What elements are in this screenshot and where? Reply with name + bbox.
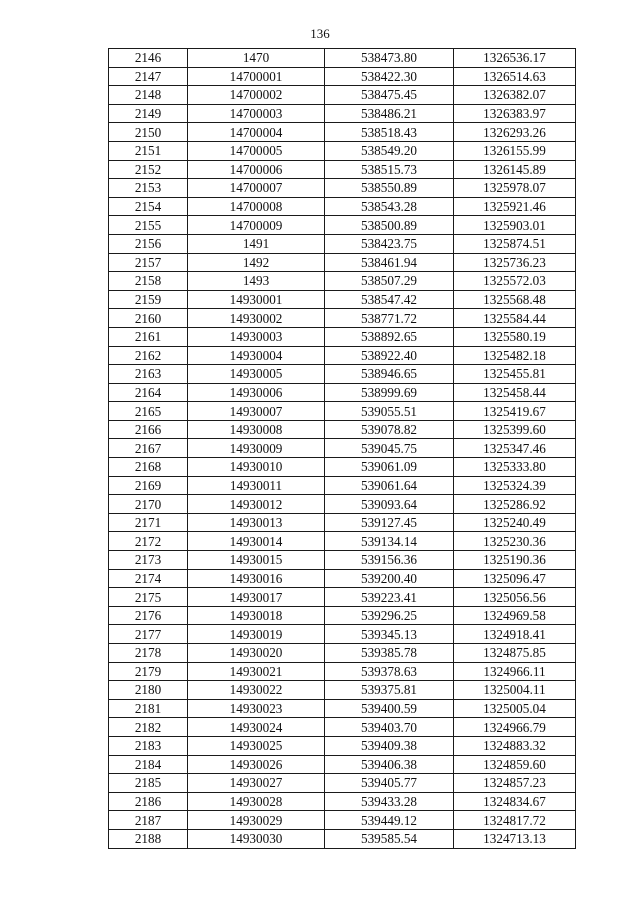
x-coordinate-cell: 539061.09 (325, 458, 454, 477)
table-row (109, 141, 576, 160)
point-id-cell: 14930009 (188, 439, 325, 458)
point-id-cell: 14930007 (188, 402, 325, 421)
row-number-cell: 2148 (109, 86, 188, 105)
table-row (109, 774, 576, 793)
table-row (109, 829, 576, 848)
table-row (109, 644, 576, 663)
row-number-cell: 2146 (109, 49, 188, 68)
y-coordinate-cell: 1325333.80 (454, 458, 576, 477)
x-coordinate-cell: 539061.64 (325, 476, 454, 495)
point-id-cell: 14700009 (188, 216, 325, 235)
x-coordinate-cell: 539093.64 (325, 495, 454, 514)
x-coordinate-cell: 538549.20 (325, 141, 454, 160)
point-id-cell: 14930025 (188, 736, 325, 755)
row-number-cell: 2157 (109, 253, 188, 272)
point-id-cell: 14930018 (188, 606, 325, 625)
point-id-cell: 14700005 (188, 141, 325, 160)
coordinates-table (108, 48, 576, 849)
y-coordinate-cell: 1326382.07 (454, 86, 576, 105)
row-number-cell: 2184 (109, 755, 188, 774)
x-coordinate-cell: 539409.38 (325, 736, 454, 755)
x-coordinate-cell: 539078.82 (325, 420, 454, 439)
y-coordinate-cell: 1326293.26 (454, 123, 576, 142)
row-number-cell: 2185 (109, 774, 188, 793)
y-coordinate-cell: 1325230.36 (454, 532, 576, 551)
x-coordinate-cell: 538771.72 (325, 309, 454, 328)
row-number-cell: 2165 (109, 402, 188, 421)
table-row (109, 736, 576, 755)
point-id-cell: 1493 (188, 272, 325, 291)
y-coordinate-cell: 1325240.49 (454, 513, 576, 532)
point-id-cell: 14930026 (188, 755, 325, 774)
table-row (109, 346, 576, 365)
x-coordinate-cell: 539378.63 (325, 662, 454, 681)
row-number-cell: 2178 (109, 644, 188, 663)
point-id-cell: 14700001 (188, 67, 325, 86)
y-coordinate-cell: 1325458.44 (454, 383, 576, 402)
point-id-cell: 14930030 (188, 829, 325, 848)
table-row (109, 420, 576, 439)
row-number-cell: 2147 (109, 67, 188, 86)
point-id-cell: 14930011 (188, 476, 325, 495)
row-number-cell: 2153 (109, 179, 188, 198)
row-number-cell: 2167 (109, 439, 188, 458)
y-coordinate-cell: 1326536.17 (454, 49, 576, 68)
row-number-cell: 2182 (109, 718, 188, 737)
x-coordinate-cell: 538550.89 (325, 179, 454, 198)
table-row (109, 327, 576, 346)
y-coordinate-cell: 1324883.32 (454, 736, 576, 755)
y-coordinate-cell: 1324875.85 (454, 644, 576, 663)
x-coordinate-cell: 539045.75 (325, 439, 454, 458)
y-coordinate-cell: 1325056.56 (454, 588, 576, 607)
point-id-cell: 14930005 (188, 365, 325, 384)
x-coordinate-cell: 539156.36 (325, 551, 454, 570)
point-id-cell: 14700004 (188, 123, 325, 142)
table-row (109, 681, 576, 700)
table-row (109, 755, 576, 774)
table-row (109, 160, 576, 179)
x-coordinate-cell: 538543.28 (325, 197, 454, 216)
y-coordinate-cell: 1326514.63 (454, 67, 576, 86)
point-id-cell: 14700002 (188, 86, 325, 105)
x-coordinate-cell: 538507.29 (325, 272, 454, 291)
x-coordinate-cell: 539345.13 (325, 625, 454, 644)
row-number-cell: 2155 (109, 216, 188, 235)
y-coordinate-cell: 1324817.72 (454, 811, 576, 830)
y-coordinate-cell: 1325482.18 (454, 346, 576, 365)
table-row (109, 67, 576, 86)
y-coordinate-cell: 1325978.07 (454, 179, 576, 198)
y-coordinate-cell: 1326383.97 (454, 104, 576, 123)
x-coordinate-cell: 539200.40 (325, 569, 454, 588)
point-id-cell: 14930013 (188, 513, 325, 532)
y-coordinate-cell: 1325096.47 (454, 569, 576, 588)
row-number-cell: 2158 (109, 272, 188, 291)
table-row (109, 606, 576, 625)
y-coordinate-cell: 1325874.51 (454, 234, 576, 253)
point-id-cell: 14700007 (188, 179, 325, 198)
x-coordinate-cell: 539405.77 (325, 774, 454, 793)
y-coordinate-cell: 1324966.11 (454, 662, 576, 681)
x-coordinate-cell: 539403.70 (325, 718, 454, 737)
point-id-cell: 14930027 (188, 774, 325, 793)
point-id-cell: 14930015 (188, 551, 325, 570)
table-row (109, 253, 576, 272)
table-row (109, 86, 576, 105)
x-coordinate-cell: 539433.28 (325, 792, 454, 811)
row-number-cell: 2180 (109, 681, 188, 700)
y-coordinate-cell: 1325921.46 (454, 197, 576, 216)
table-row (109, 551, 576, 570)
y-coordinate-cell: 1326145.89 (454, 160, 576, 179)
table-row (109, 179, 576, 198)
point-id-cell: 1492 (188, 253, 325, 272)
point-id-cell: 14930020 (188, 644, 325, 663)
y-coordinate-cell: 1325004.11 (454, 681, 576, 700)
point-id-cell: 14930010 (188, 458, 325, 477)
table-row (109, 216, 576, 235)
x-coordinate-cell: 539055.51 (325, 402, 454, 421)
y-coordinate-cell: 1324713.13 (454, 829, 576, 848)
row-number-cell: 2149 (109, 104, 188, 123)
x-coordinate-cell: 538423.75 (325, 234, 454, 253)
point-id-cell: 1491 (188, 234, 325, 253)
y-coordinate-cell: 1324834.67 (454, 792, 576, 811)
table-row (109, 49, 576, 68)
point-id-cell: 14930014 (188, 532, 325, 551)
x-coordinate-cell: 538422.30 (325, 67, 454, 86)
x-coordinate-cell: 538473.80 (325, 49, 454, 68)
x-coordinate-cell: 538999.69 (325, 383, 454, 402)
y-coordinate-cell: 1325903.01 (454, 216, 576, 235)
row-number-cell: 2177 (109, 625, 188, 644)
row-number-cell: 2186 (109, 792, 188, 811)
x-coordinate-cell: 538518.43 (325, 123, 454, 142)
point-id-cell: 14930012 (188, 495, 325, 514)
x-coordinate-cell: 538461.94 (325, 253, 454, 272)
x-coordinate-cell: 538946.65 (325, 365, 454, 384)
point-id-cell: 14700003 (188, 104, 325, 123)
y-coordinate-cell: 1324857.23 (454, 774, 576, 793)
x-coordinate-cell: 538515.73 (325, 160, 454, 179)
x-coordinate-cell: 538500.89 (325, 216, 454, 235)
y-coordinate-cell: 1325584.44 (454, 309, 576, 328)
point-id-cell: 14930001 (188, 290, 325, 309)
row-number-cell: 2163 (109, 365, 188, 384)
table-row (109, 588, 576, 607)
row-number-cell: 2168 (109, 458, 188, 477)
table-row (109, 495, 576, 514)
y-coordinate-cell: 1325190.36 (454, 551, 576, 570)
table-row (109, 290, 576, 309)
row-number-cell: 2152 (109, 160, 188, 179)
point-id-cell: 14930024 (188, 718, 325, 737)
page-number: 136 (310, 26, 330, 41)
y-coordinate-cell: 1325286.92 (454, 495, 576, 514)
x-coordinate-cell: 539375.81 (325, 681, 454, 700)
point-id-cell: 14930029 (188, 811, 325, 830)
coordinates-table-body (109, 49, 576, 849)
y-coordinate-cell: 1325399.60 (454, 420, 576, 439)
table-row (109, 718, 576, 737)
y-coordinate-cell: 1325324.39 (454, 476, 576, 495)
table-row (109, 625, 576, 644)
x-coordinate-cell: 539406.38 (325, 755, 454, 774)
row-number-cell: 2151 (109, 141, 188, 160)
y-coordinate-cell: 1325419.67 (454, 402, 576, 421)
x-coordinate-cell: 539134.14 (325, 532, 454, 551)
row-number-cell: 2171 (109, 513, 188, 532)
point-id-cell: 14930002 (188, 309, 325, 328)
x-coordinate-cell: 539585.54 (325, 829, 454, 848)
row-number-cell: 2169 (109, 476, 188, 495)
y-coordinate-cell: 1325736.23 (454, 253, 576, 272)
y-coordinate-cell: 1325005.04 (454, 699, 576, 718)
row-number-cell: 2156 (109, 234, 188, 253)
row-number-cell: 2170 (109, 495, 188, 514)
y-coordinate-cell: 1324859.60 (454, 755, 576, 774)
point-id-cell: 1470 (188, 49, 325, 68)
y-coordinate-cell: 1325572.03 (454, 272, 576, 291)
x-coordinate-cell: 539223.41 (325, 588, 454, 607)
x-coordinate-cell: 538922.40 (325, 346, 454, 365)
row-number-cell: 2164 (109, 383, 188, 402)
table-row (109, 699, 576, 718)
table-row (109, 309, 576, 328)
row-number-cell: 2162 (109, 346, 188, 365)
table-row (109, 811, 576, 830)
point-id-cell: 14700006 (188, 160, 325, 179)
table-row (109, 272, 576, 291)
row-number-cell: 2159 (109, 290, 188, 309)
row-number-cell: 2181 (109, 699, 188, 718)
row-number-cell: 2188 (109, 829, 188, 848)
table-row (109, 662, 576, 681)
point-id-cell: 14930016 (188, 569, 325, 588)
x-coordinate-cell: 539127.45 (325, 513, 454, 532)
table-row (109, 402, 576, 421)
table-row (109, 458, 576, 477)
y-coordinate-cell: 1324969.58 (454, 606, 576, 625)
table-row (109, 234, 576, 253)
x-coordinate-cell: 538892.65 (325, 327, 454, 346)
y-coordinate-cell: 1324918.41 (454, 625, 576, 644)
point-id-cell: 14930017 (188, 588, 325, 607)
table-row (109, 569, 576, 588)
row-number-cell: 2166 (109, 420, 188, 439)
y-coordinate-cell: 1325568.48 (454, 290, 576, 309)
y-coordinate-cell: 1324966.79 (454, 718, 576, 737)
row-number-cell: 2150 (109, 123, 188, 142)
row-number-cell: 2160 (109, 309, 188, 328)
row-number-cell: 2175 (109, 588, 188, 607)
point-id-cell: 14700008 (188, 197, 325, 216)
table-row (109, 104, 576, 123)
row-number-cell: 2173 (109, 551, 188, 570)
y-coordinate-cell: 1325347.46 (454, 439, 576, 458)
y-coordinate-cell: 1325455.81 (454, 365, 576, 384)
x-coordinate-cell: 539385.78 (325, 644, 454, 663)
table-row (109, 513, 576, 532)
point-id-cell: 14930019 (188, 625, 325, 644)
table-row (109, 365, 576, 384)
point-id-cell: 14930008 (188, 420, 325, 439)
row-number-cell: 2187 (109, 811, 188, 830)
point-id-cell: 14930022 (188, 681, 325, 700)
row-number-cell: 2154 (109, 197, 188, 216)
x-coordinate-cell: 538547.42 (325, 290, 454, 309)
table-row (109, 383, 576, 402)
table-row (109, 476, 576, 495)
point-id-cell: 14930021 (188, 662, 325, 681)
point-id-cell: 14930004 (188, 346, 325, 365)
point-id-cell: 14930006 (188, 383, 325, 402)
row-number-cell: 2183 (109, 736, 188, 755)
x-coordinate-cell: 539400.59 (325, 699, 454, 718)
table-row (109, 792, 576, 811)
table-row (109, 197, 576, 216)
point-id-cell: 14930023 (188, 699, 325, 718)
table-row (109, 439, 576, 458)
x-coordinate-cell: 539296.25 (325, 606, 454, 625)
point-id-cell: 14930028 (188, 792, 325, 811)
row-number-cell: 2176 (109, 606, 188, 625)
table-row (109, 123, 576, 142)
point-id-cell: 14930003 (188, 327, 325, 346)
row-number-cell: 2172 (109, 532, 188, 551)
row-number-cell: 2174 (109, 569, 188, 588)
y-coordinate-cell: 1326155.99 (454, 141, 576, 160)
y-coordinate-cell: 1325580.19 (454, 327, 576, 346)
x-coordinate-cell: 539449.12 (325, 811, 454, 830)
row-number-cell: 2179 (109, 662, 188, 681)
table-row (109, 532, 576, 551)
x-coordinate-cell: 538486.21 (325, 104, 454, 123)
row-number-cell: 2161 (109, 327, 188, 346)
x-coordinate-cell: 538475.45 (325, 86, 454, 105)
